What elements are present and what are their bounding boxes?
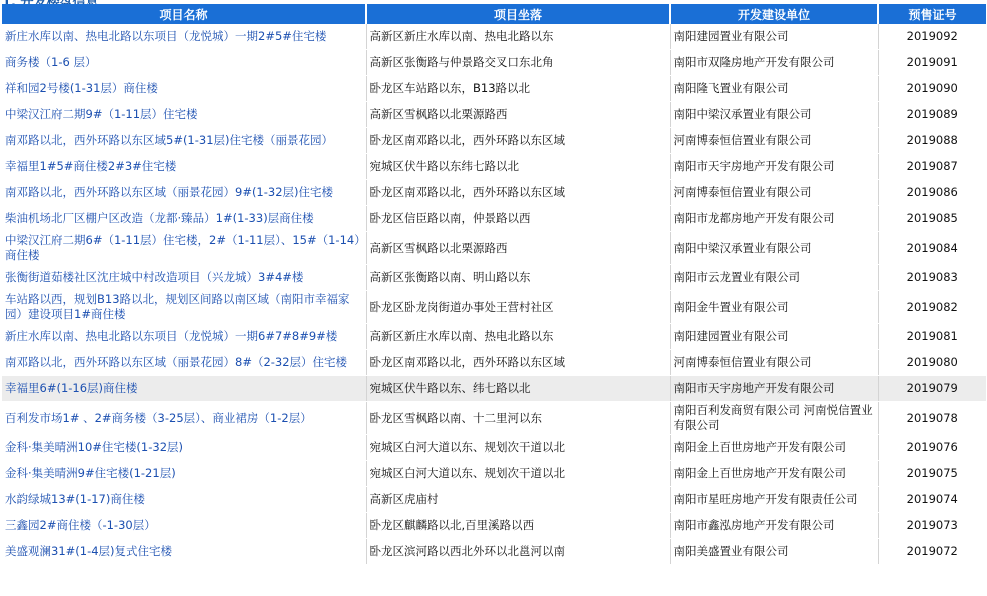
project-location: 宛城区伏牛路以东、纬七路以北 xyxy=(366,376,670,402)
project-location: 宛城区白河大道以东、规划次干道以北 xyxy=(366,435,670,461)
project-name-link[interactable]: 美盛观澜31#(1-4层)复式住宅楼 xyxy=(5,544,173,558)
project-location: 高新区雪枫路以北栗源路西 xyxy=(366,102,670,128)
presale-cert-number: 2019085 xyxy=(878,206,986,232)
project-location: 高新区新庄水库以南、热电北路以东 xyxy=(366,324,670,350)
table-row xyxy=(2,402,986,435)
table-row xyxy=(2,461,986,487)
project-location: 卧龙区车站路以东，B13路以北 xyxy=(366,76,670,102)
presale-cert-number: 2019073 xyxy=(878,513,986,539)
project-name-link[interactable]: 新庄水库以南、热电北路以东项目（龙悦城）一期6#7#8#9#楼 xyxy=(5,329,338,343)
project-name-link[interactable]: 南邓路以北，西外环路以东区域5#(1-31层)住宅楼（丽景花园） xyxy=(5,133,334,147)
project-location: 高新区张衡路与仲景路交叉口东北角 xyxy=(366,50,670,76)
table-row-highlighted xyxy=(2,376,986,402)
presale-cert-number: 2019072 xyxy=(878,539,986,565)
developer-name: 河南博泰恒信置业有限公司 xyxy=(670,180,878,206)
project-location: 宛城区伏牛路以东纬七路以北 xyxy=(366,154,670,180)
project-name-link[interactable]: 南邓路以北，西外环路以东区域（丽景花园）8#（2-32层）住宅楼 xyxy=(5,355,348,369)
developer-name: 南阳市云龙置业有限公司 xyxy=(670,265,878,291)
developer-name: 河南博泰恒信置业有限公司 xyxy=(670,350,878,376)
developer-name: 南阳金上百世房地产开发有限公司 xyxy=(670,435,878,461)
presale-cert-number: 2019092 xyxy=(878,24,986,50)
presale-permit-table xyxy=(2,4,986,565)
presale-cert-number: 2019079 xyxy=(878,376,986,402)
presale-cert-number: 2019088 xyxy=(878,128,986,154)
presale-cert-number: 2019078 xyxy=(878,402,986,435)
presale-cert-number: 2019082 xyxy=(878,291,986,324)
project-location: 卧龙区麒麟路以北,百里溪路以西 xyxy=(366,513,670,539)
header-project-name: 项目名称 xyxy=(2,4,366,24)
project-name-link[interactable]: 商务楼（1-6 层） xyxy=(5,55,97,69)
developer-name: 南阳建园置业有限公司 xyxy=(670,324,878,350)
table-header-row xyxy=(2,4,986,24)
presale-cert-number: 2019091 xyxy=(878,50,986,76)
presale-cert-number: 2019087 xyxy=(878,154,986,180)
table-row xyxy=(2,180,986,206)
developer-name: 河南博泰恒信置业有限公司 xyxy=(670,128,878,154)
table-row xyxy=(2,513,986,539)
project-location: 卧龙区南邓路以北，西外环路以东区域 xyxy=(366,128,670,154)
presale-cert-number: 2019075 xyxy=(878,461,986,487)
presale-cert-number: 2019080 xyxy=(878,350,986,376)
project-name-link[interactable]: 祥和园2号楼(1-31层）商住楼 xyxy=(5,81,158,95)
developer-name: 南阳百利发商贸有限公司 河南悦信置业有限公司 xyxy=(670,402,878,435)
table-row xyxy=(2,154,986,180)
project-name-link[interactable]: 三鑫园2#商住楼（-1-30层） xyxy=(5,518,156,532)
header-developer: 开发建设单位 xyxy=(670,4,878,24)
developer-name: 南阳中梁汉承置业有限公司 xyxy=(670,102,878,128)
table-row xyxy=(2,539,986,565)
table-row xyxy=(2,350,986,376)
project-location: 卧龙区南邓路以北，西外环路以东区域 xyxy=(366,350,670,376)
developer-name: 南阳市星旺房地产开发有限责任公司 xyxy=(670,487,878,513)
project-location: 卧龙区卧龙岗街道办事处王营村社区 xyxy=(366,291,670,324)
project-name-link[interactable]: 幸福里1#5#商住楼2#3#住宅楼 xyxy=(5,159,177,173)
project-location: 卧龙区南邓路以北，西外环路以东区域 xyxy=(366,180,670,206)
presale-cert-number: 2019081 xyxy=(878,324,986,350)
developer-name: 南阳市天宇房地产开发有限公司 xyxy=(670,376,878,402)
project-name-link[interactable]: 中梁汉江府二期6#（1-11层）住宅楼，2#（1-11层）、15#（1-14）商住楼 xyxy=(5,233,360,262)
table-row xyxy=(2,232,986,265)
table-row xyxy=(2,206,986,232)
developer-name: 南阳隆飞置业有限公司 xyxy=(670,76,878,102)
presale-cert-number: 2019086 xyxy=(878,180,986,206)
project-name-link[interactable]: 水韵绿城13#(1-17)商住楼 xyxy=(5,492,145,506)
project-location: 高新区虎庙村 xyxy=(366,487,670,513)
developer-name: 南阳市龙都房地产开发有限公司 xyxy=(670,206,878,232)
project-location: 卧龙区雪枫路以南、十二里河以东 xyxy=(366,402,670,435)
presale-cert-number: 2019076 xyxy=(878,435,986,461)
developer-name: 南阳市双隆房地产开发有限公司 xyxy=(670,50,878,76)
presale-cert-number: 2019090 xyxy=(878,76,986,102)
presale-cert-number: 2019083 xyxy=(878,265,986,291)
table-row xyxy=(2,291,986,324)
project-name-link[interactable]: 百利发市场1# 、2#商务楼（3-25层）、商业裙房（1-2层） xyxy=(5,410,312,425)
project-name-link[interactable]: 南邓路以北，西外环路以东区域（丽景花园）9#(1-32层)住宅楼 xyxy=(5,185,334,199)
project-name-link[interactable]: 中梁汉江府二期9#（1-11层）住宅楼 xyxy=(5,107,198,121)
project-location: 宛城区白河大道以东、规划次干道以北 xyxy=(366,461,670,487)
project-name-link[interactable]: 幸福里6#(1-16层)商住楼 xyxy=(5,381,138,395)
project-location: 卧龙区滨河路以西北外环以北邕河以南 xyxy=(366,539,670,565)
table-row xyxy=(2,265,986,291)
table-row xyxy=(2,487,986,513)
developer-name: 南阳建园置业有限公司 xyxy=(670,24,878,50)
presale-cert-number: 2019089 xyxy=(878,102,986,128)
project-location: 卧龙区信臣路以南，仲景路以西 xyxy=(366,206,670,232)
developer-name: 南阳中梁汉承置业有限公司 xyxy=(670,232,878,265)
presale-cert-number: 2019074 xyxy=(878,487,986,513)
project-name-link[interactable]: 金科·集美晴洲9#住宅楼(1-21层) xyxy=(5,466,176,480)
project-name-link[interactable]: 柴油机场北厂区棚户区改造（龙都·臻品）1#(1-33)层商住楼 xyxy=(5,211,314,225)
developer-name: 南阳美盛置业有限公司 xyxy=(670,539,878,565)
project-location: 高新区雪枫路以北栗源路西 xyxy=(366,232,670,265)
developer-name: 南阳金上百世房地产开发有限公司 xyxy=(670,461,878,487)
header-presale-cert: 预售证号 xyxy=(878,4,986,24)
table-row xyxy=(2,128,986,154)
project-name-link[interactable]: 金科·集美晴洲10#住宅楼(1-32层) xyxy=(5,440,183,454)
developer-name: 南阳金牛置业有限公司 xyxy=(670,291,878,324)
project-location: 高新区张衡路以南、明山路以东 xyxy=(366,265,670,291)
table-row xyxy=(2,435,986,461)
project-name-link[interactable]: 车站路以西，规划B13路以北，规划区间路以南区域（南阳市幸福家园）建设项目1#商住楼 xyxy=(5,292,350,321)
project-name-link[interactable]: 新庄水库以南、热电北路以东项目（龙悦城）一期2#5#住宅楼 xyxy=(5,29,327,43)
project-location: 高新区新庄水库以南、热电北路以东 xyxy=(366,24,670,50)
project-name-link[interactable]: 张衡街道茹楼社区沈庄城中村改造项目（兴龙城）3#4#楼 xyxy=(5,270,304,284)
table-row xyxy=(2,76,986,102)
table-row xyxy=(2,324,986,350)
developer-name: 南阳市鑫泓房地产开发有限公司 xyxy=(670,513,878,539)
developer-name: 南阳市天宇房地产开发有限公司 xyxy=(670,154,878,180)
table-row xyxy=(2,24,986,50)
table-row xyxy=(2,50,986,76)
table-row xyxy=(2,102,986,128)
header-project-location: 项目坐落 xyxy=(366,4,670,24)
presale-cert-number: 2019084 xyxy=(878,232,986,265)
